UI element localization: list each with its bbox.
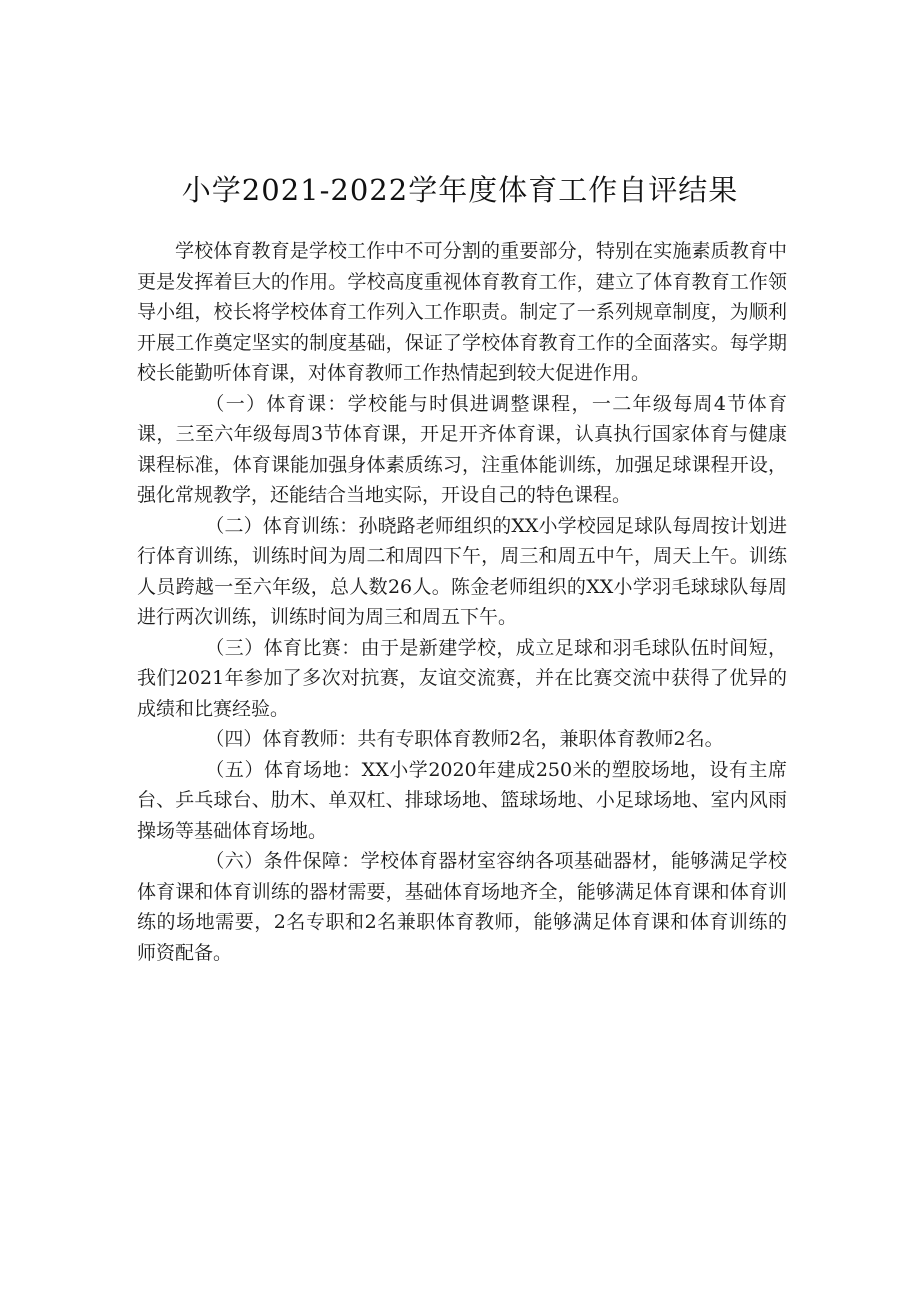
paragraph-intro: 学校体育教育是学校工作中不可分割的重要部分，特别在实施素质教育中更是发挥着巨大的作用。学校高度重视体育教育工作，建立了体育教育工作领导小组，校长将学校体育工作列入工作职责。制定了一系列规章制度，为顺利开展工作奠定坚实的制度基础，保证了学校体育教育工作的全面落实。每学期校长能勤听体育课，对体育教师工作热情起到较大促进作用。 xyxy=(137,240,787,384)
paragraph-conditions: （六）条件保障：学校体育器材室容纳各项基础器材，能够满足学校体育课和体育训练的器材需要，基础体育场地齐全，能够满足体育课和体育训练的场地需要，2名专职和2名兼职体育教师，能够满足体育课和体育训练的师资配备。 xyxy=(137,850,787,964)
paragraph-pe-class: （一）体育课：学校能与时俱进调整课程，一二年级每周4节体育课，三至六年级每周3节体育课，开足开齐体育课，认真执行国家体育与健康课程标准，体育课能加强身体素质练习，注重体能训练，加强足球课程开设，强化常规教学，还能结合当地实际，开设自己的特色课程。 xyxy=(137,392,787,506)
paragraph-pe-venues: （五）体育场地：XX小学2020年建成250米的塑胶场地，设有主席台、乒乓球台、肋木、单双杠、排球场地、篮球场地、小足球场地、室内风雨操场等基础体育场地。 xyxy=(137,758,787,842)
paragraph-pe-training: （二）体育训练：孙晓路老师组织的XX小学校园足球队每周按计划进行体育训练，训练时间为周二和周四下午，周三和周五中午，周天上午。训练人员跨越一至六年级，总人数26人。陈金老师组织的XX小学羽毛球球队每周进行两次训练，训练时间为周三和周五下午。 xyxy=(137,514,787,628)
document-body xyxy=(137,236,787,968)
paragraph-pe-teachers: （四）体育教师：共有专职体育教师2名，兼职体育教师2名。 xyxy=(205,728,724,750)
paragraph-pe-competition: （三）体育比赛：由于是新建学校，成立足球和羽毛球队伍时间短，我们2021年参加了多次对抗赛，友谊交流赛，并在比赛交流中获得了优异的成绩和比赛经验。 xyxy=(137,636,787,720)
document-title: 小学2021-2022学年度体育工作自评结果 xyxy=(181,173,739,207)
